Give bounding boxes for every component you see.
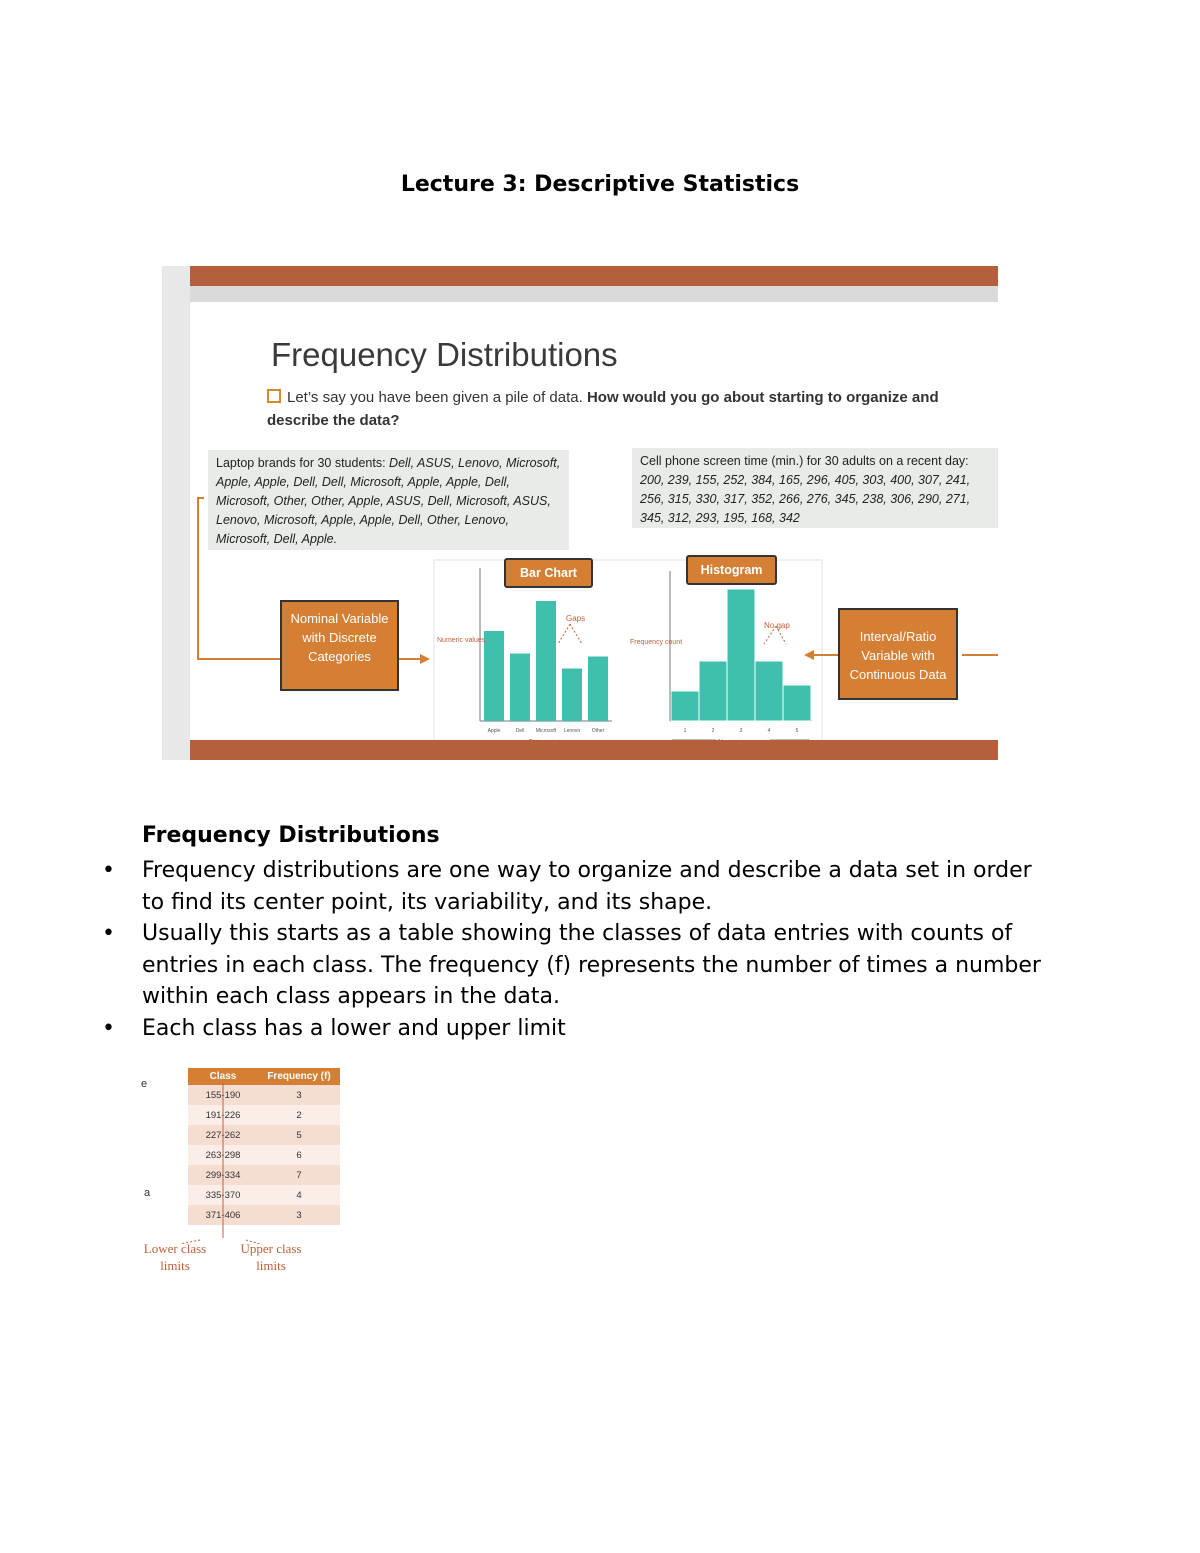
bar-chart-tick-label: Microsoft xyxy=(535,728,557,734)
margin-mark: a xyxy=(144,1187,151,1199)
bar-chart-bar xyxy=(588,657,608,722)
nominal-variable-box: Nominal Variable with Discrete Categories xyxy=(280,600,399,691)
bar-chart-bar xyxy=(510,654,530,722)
frequency-cell: 2 xyxy=(258,1105,340,1125)
question-bold: How would you go about starting to organize and describe the data? xyxy=(267,389,939,429)
histogram-tick-label: 4 xyxy=(767,728,771,734)
bar-chart-bar xyxy=(536,601,556,721)
class-cell: 299-334 xyxy=(188,1165,258,1185)
margin-mark: e xyxy=(141,1078,148,1090)
arrow-head-icon xyxy=(420,654,430,664)
frequency-header: Frequency (f) xyxy=(258,1068,340,1085)
class-cell: 371-406 xyxy=(188,1205,258,1225)
bar-y-label: Numeric values xyxy=(437,637,486,644)
no-gap-label: No gap xyxy=(764,621,790,630)
hist-y-label: Frequency count xyxy=(630,639,683,646)
bullet-item: • Each class has a lower and upper limit xyxy=(100,1013,1060,1045)
frequency-cell: 6 xyxy=(258,1145,340,1165)
slide-image xyxy=(162,266,998,760)
section-title: Frequency Distributions xyxy=(142,823,440,848)
bar-chart-tag: Bar Chart xyxy=(504,558,593,588)
frequency-cell: 3 xyxy=(258,1205,340,1225)
class-cell: 335-370 xyxy=(188,1185,258,1205)
class-header: Class xyxy=(188,1068,258,1085)
screen-time-data: 200, 239, 155, 252, 384, 165, 296, 405, 303, 400, 307, 241, 256, 315, 330, 317, 352, 266, 276, 345, 238, 306, 290, 271, 345, 312, 293, 195, 168, 342 xyxy=(640,473,971,525)
histogram-bar xyxy=(783,685,811,721)
histogram-bar xyxy=(755,661,783,721)
laptop-label: Laptop brands for 30 students: xyxy=(216,456,386,470)
class-cell: 227-262 xyxy=(188,1125,258,1145)
lower-class-limits-label: Lower class limits xyxy=(143,1241,207,1273)
bar-chart-tick-label: Dell xyxy=(515,728,525,734)
slide-bottom-bar xyxy=(190,740,998,760)
upper-class-limits-label: Upper class limits xyxy=(240,1241,302,1273)
bullet-item: • Frequency distributions are one way to organize and describe a data set in order to find its center point, its variability, and its shape. xyxy=(100,855,1060,918)
class-cell: 263-298 xyxy=(188,1145,258,1165)
histogram-tag: Histogram xyxy=(686,555,777,585)
class-cell: 155-190 xyxy=(188,1085,258,1105)
screen-time-label: Cell phone screen time (min.) for 30 adults on a recent day: xyxy=(640,454,969,468)
histogram-tick-label: 2 xyxy=(711,728,715,734)
gaps-label: Gaps xyxy=(566,614,586,623)
frequency-cell: 3 xyxy=(258,1085,340,1105)
bullet-list xyxy=(100,855,1060,1044)
bar-chart-tick-label: Other xyxy=(591,728,605,734)
class-cell: 191-226 xyxy=(188,1105,258,1125)
laptop-data: Dell, ASUS, Lenovo, Microsoft, Apple, Apple, Dell, Dell, Microsoft, Apple, Apple, Dell, Microsoft, Other, Other, Apple, ASUS, Dell, Microsoft, ASUS, Lenovo, Microsoft, Apple, Apple, Dell, Other, Lenovo, Microsoft, Dell, Apple. xyxy=(216,456,561,546)
bar-chart-bar xyxy=(484,631,504,721)
bar-chart-tick-label: Apple xyxy=(487,728,501,734)
bullet-item: • Usually this starts as a table showing the classes of data entries with counts of entries in each class. The frequency (f) represents the number of times a number within each class appears in the data. xyxy=(100,918,1060,1013)
bar-chart-bar xyxy=(562,669,582,722)
histogram-bar xyxy=(671,691,699,721)
document-title: Lecture 3: Descriptive Statistics xyxy=(400,172,800,197)
bar-chart-tick-label: Lenovo xyxy=(563,728,581,734)
histogram-tick-label: 1 xyxy=(683,728,687,734)
histogram-tick-label: 3 xyxy=(739,728,743,734)
frequency-cell: 4 xyxy=(258,1185,340,1205)
limit-pointers xyxy=(150,1084,270,1244)
connector-line-left xyxy=(198,498,280,659)
frequency-cell: 7 xyxy=(258,1165,340,1185)
interval-ratio-box: Interval/Ratio Variable with Continuous Data xyxy=(838,608,958,700)
histogram-tick-label: 5 xyxy=(795,728,799,734)
question-plain: Let’s say you have been given a pile of data. xyxy=(287,389,583,406)
slide-heading: Frequency Distributions xyxy=(271,336,618,373)
frequency-cell: 5 xyxy=(258,1125,340,1145)
histogram-bar xyxy=(727,589,755,721)
histogram-bar xyxy=(699,661,727,721)
